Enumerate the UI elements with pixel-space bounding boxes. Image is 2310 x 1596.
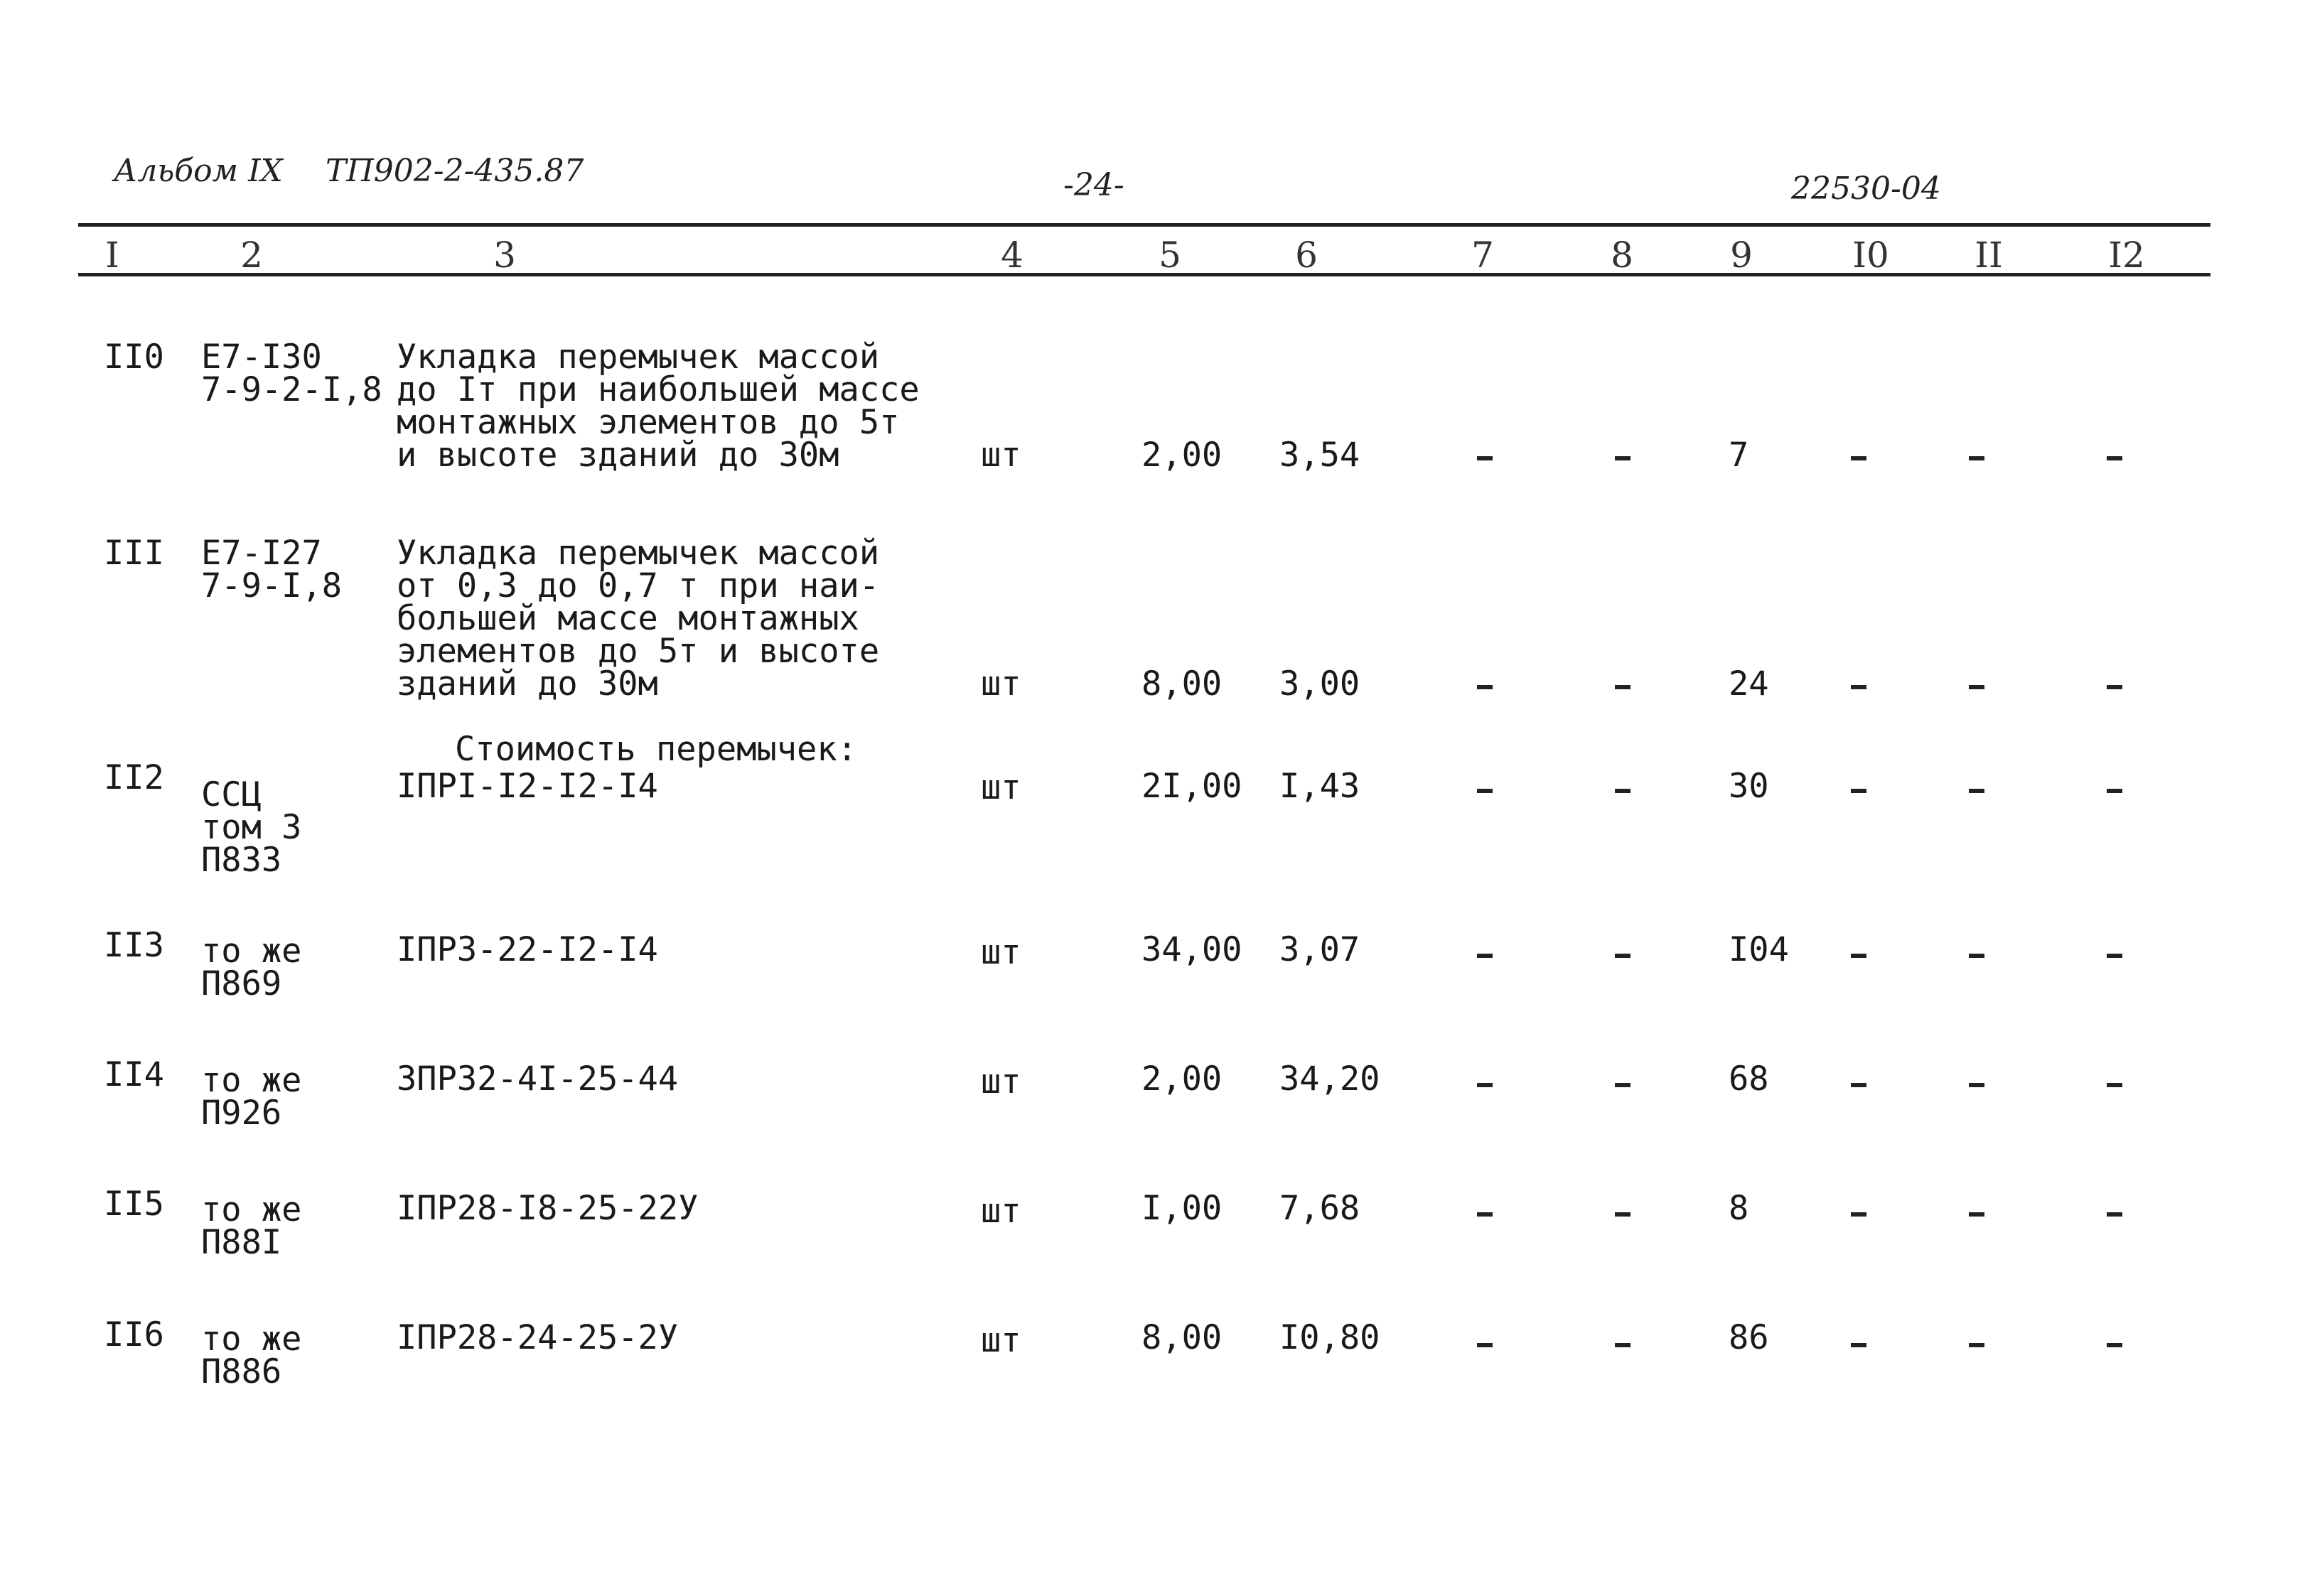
empty-dash: [2107, 456, 2122, 460]
norm-code: ССЦ том 3 П833: [201, 775, 302, 880]
column-number: 2: [240, 234, 263, 276]
quantity: 8,00: [1141, 1318, 1223, 1357]
section-subheading: Стоимость перемычек:: [455, 730, 857, 769]
total-cost: I04: [1729, 930, 1789, 969]
empty-dash: [1851, 789, 1866, 793]
empty-dash: [1969, 1212, 1984, 1217]
column-number: 7: [1471, 234, 1494, 276]
quantity: 2I,00: [1141, 767, 1242, 806]
quantity: 8,00: [1141, 664, 1223, 703]
row-number: II3: [104, 926, 164, 965]
column-number: II: [1975, 234, 2003, 276]
unit: шт: [981, 933, 1021, 972]
header-rule-bottom: [78, 273, 2210, 276]
empty-dash: [1615, 456, 1631, 460]
total-cost: 24: [1729, 664, 1769, 703]
empty-dash: [1477, 1212, 1493, 1217]
item-mark: IПР3-22-I2-I4: [397, 930, 658, 969]
norm-code: Е7-I27 7-9-I,8: [201, 534, 343, 605]
empty-dash: [1477, 1343, 1493, 1347]
empty-dash: [1615, 1343, 1631, 1347]
item-mark: IПР28-I8-25-22У: [397, 1189, 699, 1228]
empty-dash: [1615, 1083, 1631, 1087]
row-number: II5: [104, 1185, 164, 1224]
empty-dash: [1477, 954, 1493, 958]
total-cost: 86: [1729, 1318, 1769, 1357]
norm-code: то же П886: [201, 1320, 302, 1391]
unit: шт: [981, 1062, 1021, 1101]
empty-dash: [2107, 1343, 2122, 1347]
empty-dash: [2107, 789, 2122, 793]
empty-dash: [1615, 685, 1631, 689]
empty-dash: [1851, 1343, 1866, 1347]
empty-dash: [1615, 1212, 1631, 1217]
quantity: 2,00: [1141, 436, 1223, 475]
empty-dash: [2107, 685, 2122, 689]
unit: шт: [981, 768, 1021, 807]
empty-dash: [1851, 456, 1866, 460]
empty-dash: [1851, 1212, 1866, 1217]
empty-dash: [2107, 1212, 2122, 1217]
unit-price: I,43: [1279, 767, 1360, 806]
column-number: 5: [1159, 234, 1181, 276]
item-mark: 3ПР32-4I-25-44: [397, 1059, 679, 1099]
page-number: -24-: [1063, 167, 1124, 203]
empty-dash: [1851, 954, 1866, 958]
column-number: I: [105, 234, 119, 276]
document-code: 22530-04: [1791, 171, 1941, 207]
empty-dash: [1477, 456, 1493, 460]
unit: шт: [981, 1321, 1021, 1360]
column-number: I2: [2108, 234, 2145, 276]
unit-price: 3,00: [1279, 664, 1360, 703]
column-number: 4: [1001, 234, 1024, 276]
empty-dash: [1477, 685, 1493, 689]
quantity: 2,00: [1141, 1059, 1223, 1099]
empty-dash: [1969, 954, 1984, 958]
column-number: 8: [1611, 234, 1633, 276]
unit-price: 3,54: [1279, 436, 1360, 475]
empty-dash: [2107, 954, 2122, 958]
item-mark: IПР28-24-25-2У: [397, 1318, 679, 1357]
row-number: II4: [104, 1055, 164, 1094]
empty-dash: [1477, 1083, 1493, 1087]
norm-code: то же П869: [201, 932, 302, 1003]
unit-price: 34,20: [1279, 1059, 1380, 1099]
header-rule-top: [78, 223, 2210, 227]
unit: шт: [981, 1192, 1021, 1231]
norm-code: то же П926: [201, 1061, 302, 1133]
empty-dash: [1851, 1083, 1866, 1087]
unit: шт: [981, 436, 1021, 475]
unit-price: 3,07: [1279, 930, 1360, 969]
unit-price: I0,80: [1279, 1318, 1380, 1357]
album-label: Альбом IX: [114, 153, 283, 189]
work-description: Укладка перемычек массой до Iт при наибольшей массе монтажных элементов до 5т и высоте зданий до 30м: [397, 338, 920, 475]
project-code: ТП902-2-435.87: [326, 153, 584, 189]
column-number: 6: [1295, 234, 1318, 276]
column-number: 9: [1730, 234, 1753, 276]
column-number: 3: [493, 234, 516, 276]
norm-code: Е7-I30 7-9-2-I,8: [201, 338, 382, 409]
work-description: Укладка перемычек массой от 0,3 до 0,7 т при наи- большей массе монтажных элементов до 5т и высоте зданий до 30м: [397, 534, 880, 703]
row-number: II6: [104, 1315, 164, 1354]
item-mark: IПРI-I2-I2-I4: [397, 767, 658, 806]
column-number: I0: [1852, 234, 1889, 276]
total-cost: 8: [1729, 1189, 1749, 1228]
empty-dash: [1851, 685, 1866, 689]
empty-dash: [1969, 685, 1984, 689]
empty-dash: [1969, 1343, 1984, 1347]
norm-code: то же П88I: [201, 1190, 302, 1262]
empty-dash: [1969, 789, 1984, 793]
row-number: II2: [104, 758, 164, 797]
quantity: 34,00: [1141, 930, 1242, 969]
quantity: I,00: [1141, 1189, 1223, 1228]
empty-dash: [1615, 954, 1631, 958]
unit: шт: [981, 664, 1021, 703]
empty-dash: [2107, 1083, 2122, 1087]
empty-dash: [1969, 1083, 1984, 1087]
empty-dash: [1969, 456, 1984, 460]
total-cost: 7: [1729, 436, 1749, 475]
row-number: II0: [104, 338, 164, 377]
row-number: III: [104, 534, 164, 573]
total-cost: 68: [1729, 1059, 1769, 1099]
total-cost: 30: [1729, 767, 1769, 806]
unit-price: 7,68: [1279, 1189, 1360, 1228]
empty-dash: [1477, 789, 1493, 793]
empty-dash: [1615, 789, 1631, 793]
